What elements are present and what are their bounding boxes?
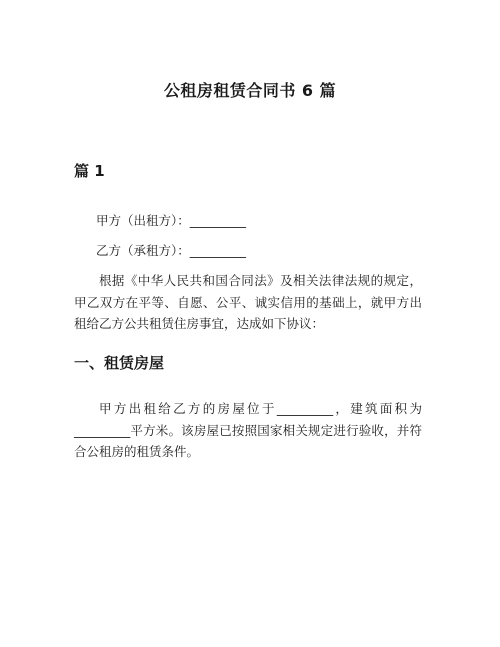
rental-house-paragraph: 甲方出租给乙方的房屋位于_________，建筑面积为_________平方米。该房屋已按照国家相关规定进行验收，并符合公租房的租赁条件。 (74, 401, 422, 459)
part-heading: 篇 1 (74, 162, 105, 180)
intro-paragraph: 根据《中华人民共和国合同法》及相关法律法规的规定，甲乙双方在平等、自愿、公平、诚实信用的基础上，就甲方出租给乙方公共租赁住房事宜，达成如下协议： (74, 273, 422, 331)
section-heading-rental-house: 一、租赁房屋 (74, 354, 165, 372)
party-b-line: 乙方（承租方）：_________ (96, 243, 247, 258)
party-a-line: 甲方（出租方）：_________ (96, 213, 247, 228)
document-title: 公租房租赁合同书 6 篇 (163, 81, 337, 100)
